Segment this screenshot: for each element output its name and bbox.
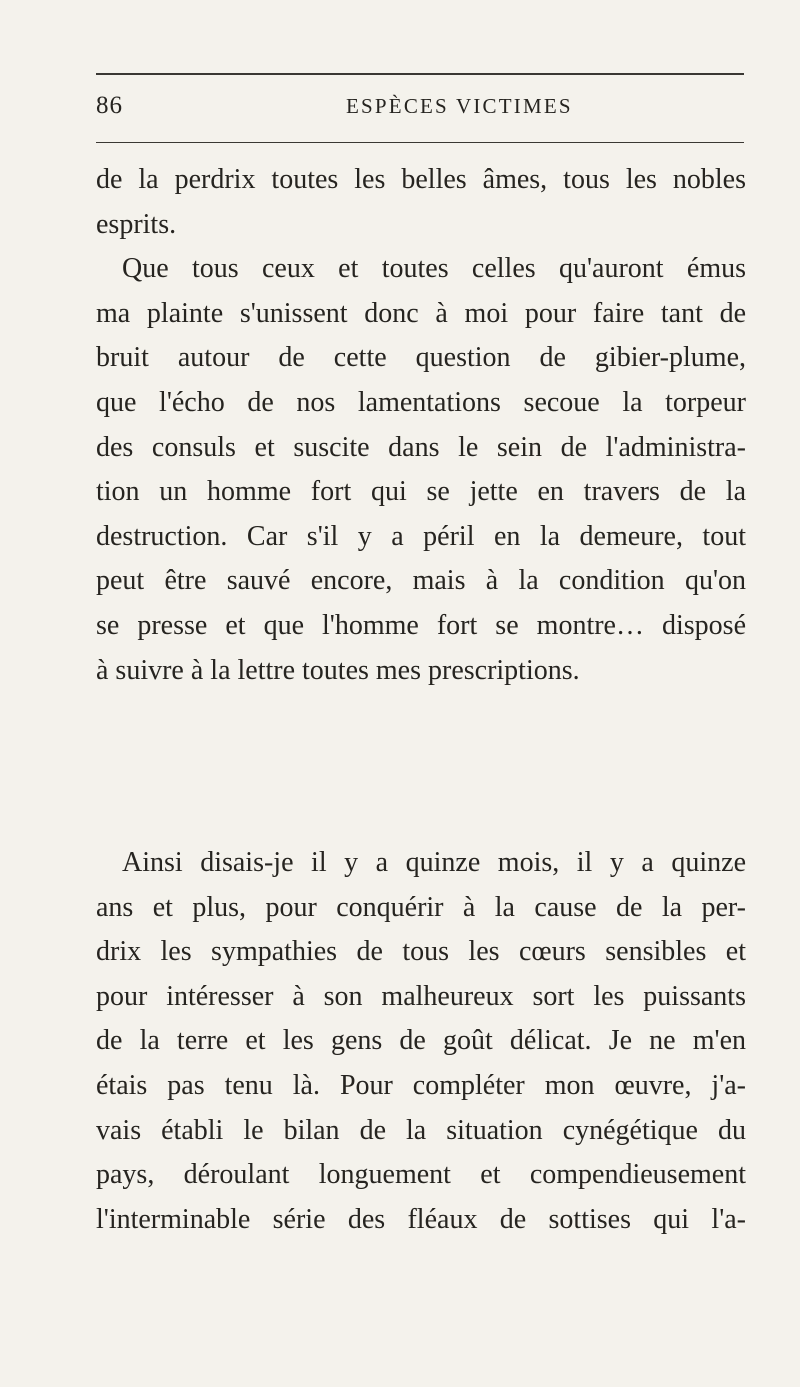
text-line: de la terre et les gens de goût délicat. Je ne m'en: [96, 1025, 746, 1057]
text-line: Ainsi disais-je il y a quinze mois, il y a quinze: [122, 847, 746, 878]
text-line: des consuls et suscite dans le sein de l'administra-: [96, 431, 746, 463]
text-line: Que tous ceux et toutes celles qu'auront émus: [122, 253, 746, 285]
body-text-lower: [96, 841, 746, 1242]
body-text-upper: [96, 158, 746, 693]
text-line: drix les sympathies de tous les cœurs sensibles et: [96, 936, 746, 968]
text-line: peut être sauvé encore, mais à la condition qu'on: [96, 565, 746, 597]
text-line: l'interminable série des fléaux de sottises qui l'a-: [96, 1203, 746, 1235]
paragraph-continued: [96, 158, 746, 247]
page-number: 86: [96, 92, 123, 119]
text-line: à suivre à la lettre toutes mes prescriptions.: [96, 654, 580, 686]
text-line: ans et plus, pour conquérir à la cause de la per-: [96, 891, 746, 923]
text-line: destruction. Car s'il y a péril en la demeure, tout: [96, 520, 746, 552]
text-line: pays, déroulant longuement et compendieusement: [96, 1159, 746, 1191]
text-line: bruit autour de cette question de gibier-plume,: [96, 342, 746, 374]
text-line: ma plainte s'unissent donc à moi pour faire tant de: [96, 297, 746, 329]
paragraph: [96, 841, 746, 1242]
text-line: se presse et que l'homme fort se montre… disposé: [96, 609, 746, 641]
text-line: que l'écho de nos lamentations secoue la torpeur: [96, 386, 746, 418]
text-line: vais établi le bilan de la situation cynégétique du: [96, 1114, 746, 1146]
text-line: tion un homme fort qui se jette en travers de la: [96, 476, 746, 508]
running-head: [96, 92, 744, 128]
text-line: étais pas tenu là. Pour compléter mon œuvre, j'a-: [96, 1069, 746, 1101]
header-bottom-rule: [96, 142, 744, 143]
text-line: pour intéresser à son malheureux sort les puissants: [96, 980, 746, 1012]
text-line: de la perdrix toutes les belles âmes, tous les nobles: [96, 164, 746, 195]
header-top-rule: [96, 73, 744, 75]
text-line: esprits.: [96, 208, 177, 240]
running-title: ESPÈCES VICTIMES: [346, 94, 573, 118]
paragraph: [96, 247, 746, 693]
